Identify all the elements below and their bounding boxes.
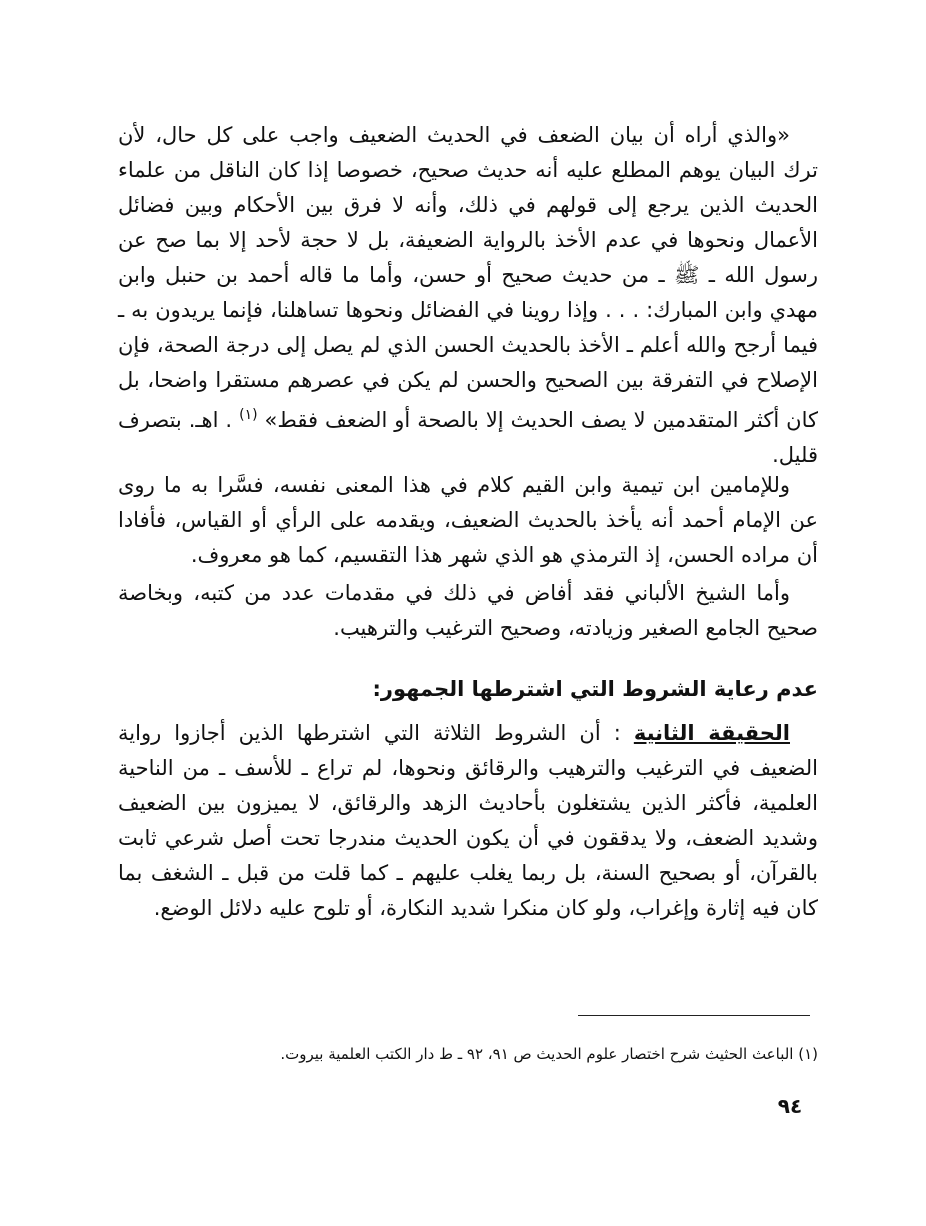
page-number: ٩٤ bbox=[777, 1094, 803, 1118]
lead-term: الحقيقة الثانية bbox=[633, 721, 790, 745]
footnote-reference: (١) bbox=[239, 407, 258, 423]
footnote: (١) الباعث الحثيث شرح اختصار علوم الحديث ص ٩١، ٩٢ ـ ط دار الكتب العلمية بيروت. bbox=[280, 1045, 818, 1063]
paragraph-body: : أن الشروط الثلاثة التي اشترطها الذين أجازوا رواية الضعيف في الترغيب والترهيب والرقائق ونحوها، لم تراع ـ للأسف ـ من الناحية العلمية، فأكثر الذين يشتغلون بأحاديث الزهد والرقائق، لا يميزون بين الضعيف وشديد الضعف، ولا يدققون في أن يكون الحديث مندرجا تحت أصل شرعي ثابت بالقرآن، أو بصحيح السنة، بل ربما يغلب عليهم ـ كما قلت من قبل ـ الشغف بما كان فيه إثارة وإغراب، ولو كان منكرا شديد النكارة، أو تلوح عليه دلائل الوضع. bbox=[118, 721, 818, 920]
quote-tail: . اهـ. بتصرف قليل. bbox=[118, 408, 818, 467]
paragraph-text: وأما الشيخ الألباني فقد أفاض في ذلك في مقدمات عدد من كتبه، وبخاصة صحيح الجامع الصغير وزيادته، وصحيح الترغيب والترهيب. bbox=[118, 581, 818, 640]
section-heading: عدم رعاية الشروط التي اشترطها الجمهور: bbox=[372, 677, 818, 701]
footnote-divider bbox=[578, 1015, 810, 1016]
paragraph-second-fact bbox=[118, 716, 818, 926]
paragraph-text bbox=[118, 716, 818, 926]
quoted-paragraph bbox=[118, 118, 818, 473]
paragraph-text: وللإمامين ابن تيمية وابن القيم كلام في هذا المعنى نفسه، فسَّرا به ما روى عن الإمام أحمد أنه يأخذ بالحديث الضعيف، ويقدمه على الرأي أو القياس، فأفادا أن مراده الحسن، إذ الترمذي هو الذي شهر هذا التقسيم، كما هو معروف. bbox=[118, 473, 818, 567]
paragraph-ibn-taymiyya bbox=[118, 468, 818, 573]
paragraph-albani bbox=[118, 576, 818, 646]
quote-text: «والذي أراه أن بيان الضعف في الحديث الضعيف واجب على كل حال، لأن ترك البيان يوهم المطلع عليه أنه حديث صحيح، خصوصا إذا كان الناقل من علماء الحديث الذين يرجع إلى قولهم في ذلك، وأنه لا فرق بين الأحكام وبين فضائل الأعمال ونحوها في عدم الأخذ بالرواية الضعيفة، بل لا حجة لأحد إلا بما صح عن رسول الله ـ ﷺ ـ من حديث صحيح أو حسن، وأما ما قاله أحمد بن حنبل وابن مهدي وابن المبارك: . . . وإذا روينا في الفضائل ونحوها تساهلنا، فإنما يريدون به ـ فيما أرجح والله أعلم ـ الأخذ بالحديث الحسن الذي لم يصل إلى درجة الصحة، فإن الإصلاح في التفرقة بين الصحيح والحسن لم يكن في عصرهم مستقرا واضحا، بل كان أكثر المتقدمين لا يصف الحديث إلا بالصحة أو الضعف فقط» bbox=[118, 123, 819, 432]
paragraph-quote bbox=[118, 118, 818, 473]
